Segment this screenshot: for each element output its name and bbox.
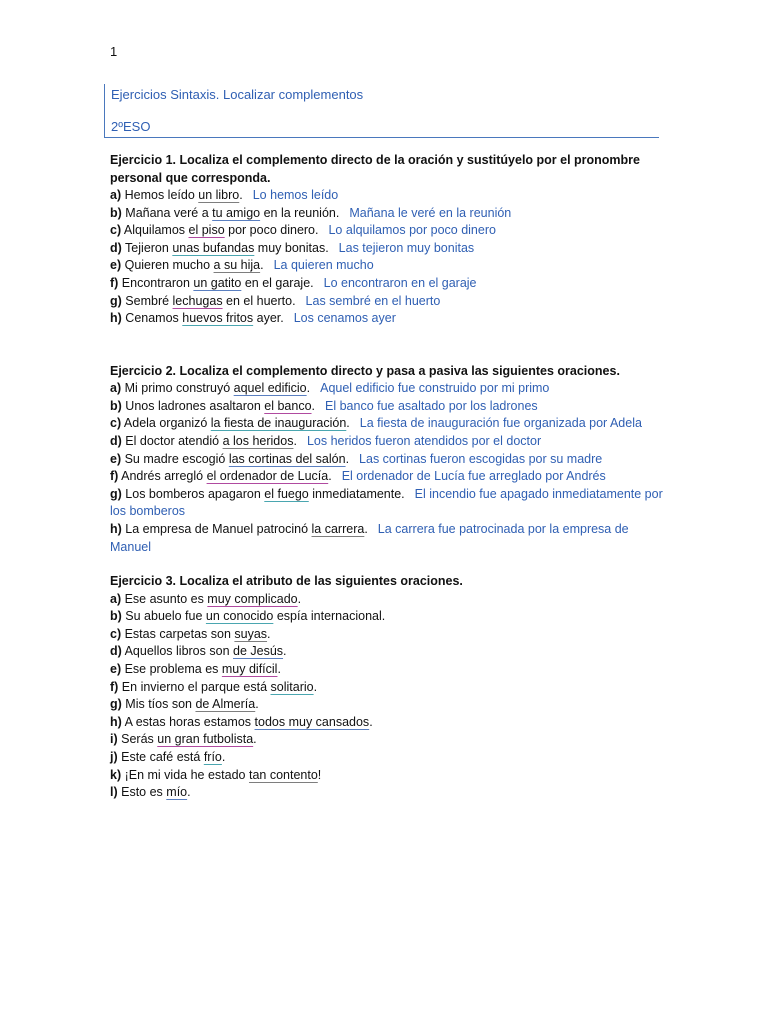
item-text-after: ! (317, 767, 322, 782)
underlined-complement: el banco (264, 398, 312, 413)
item-text-after: . (311, 398, 316, 413)
item-text-after: espía internacional. (273, 609, 386, 624)
item-answer: Mañana le veré en la reunión (349, 205, 512, 220)
item-answer: Lo encontraron en el garaje (323, 275, 477, 290)
item-letter: h) (110, 522, 122, 536)
item-text-before: Ese problema es (121, 662, 222, 677)
item-answer: Lo hemos leído (252, 188, 339, 202)
exercise-item (110, 187, 670, 205)
exercise-item (110, 679, 670, 697)
item-answer: El ordenador de Lucía fue arreglado por Andrés (341, 469, 606, 484)
item-letter: a) (110, 381, 122, 396)
item-text-before: En invierno el parque está (118, 679, 271, 694)
item-text-after: . (283, 644, 287, 659)
item-text-after: . (297, 591, 302, 606)
item-letter: b) (110, 398, 122, 413)
item-text-after: . (255, 697, 259, 712)
item-text-before: El doctor atendió (121, 434, 223, 449)
item-text-after: . (306, 381, 311, 396)
document-subtitle: 2ºESO (111, 119, 151, 134)
item-text-before: Unos ladrones asaltaron (121, 398, 265, 413)
item-text-before: Su madre escogió (121, 451, 229, 466)
item-letter: e) (110, 258, 122, 273)
exercise-item (110, 661, 670, 679)
item-text-before: ¡En mi vida he estado (121, 767, 249, 782)
item-letter: d) (110, 434, 122, 449)
exercise-item (110, 521, 670, 556)
item-answer: Los cenamos ayer (293, 311, 396, 326)
exercise-item (110, 731, 670, 749)
item-text-after: . (277, 662, 281, 677)
item-answer: Las tejieron muy bonitas (338, 240, 475, 255)
item-text-before: Hemos leído (121, 188, 199, 202)
item-text-before: Alquilamos (121, 223, 189, 238)
item-text-before: Cenamos (121, 311, 183, 326)
item-text-after: . (345, 451, 350, 466)
underlined-complement: muy complicado (207, 591, 298, 606)
exercise-item (110, 451, 670, 469)
item-letter: d) (110, 240, 122, 255)
item-text-after: . (313, 679, 318, 694)
item-text-after: en el garaje. (241, 275, 314, 290)
item-text-after: . (293, 434, 297, 449)
exercise-item (110, 696, 670, 714)
underlined-complement: la fiesta de inauguración (210, 416, 347, 431)
exercise-item (110, 468, 670, 486)
item-text-before: Ese asunto es (121, 591, 208, 606)
item-letter: k) (110, 767, 122, 782)
underlined-complement: las cortinas del salón (228, 451, 346, 466)
item-text-before: Mis tíos son (121, 697, 196, 712)
underlined-complement: un conocido (205, 609, 274, 624)
item-text-before: Serás (117, 732, 158, 747)
item-text-before: Mañana veré a (121, 205, 213, 220)
item-text-after: . (267, 626, 271, 641)
exercise-item (110, 380, 670, 398)
item-letter: d) (110, 644, 122, 659)
item-text-after: . (346, 416, 350, 431)
exercise-item (110, 591, 670, 609)
item-text-before: La empresa de Manuel patrocinó (121, 522, 312, 536)
item-text-after: . (369, 714, 373, 729)
underlined-complement: mío (166, 785, 188, 800)
underlined-complement: lechugas (172, 293, 223, 308)
document-title: Ejercicios Sintaxis. Localizar complementos (111, 87, 364, 102)
document-body (110, 152, 670, 802)
item-letter: f) (110, 469, 119, 484)
exercise-2 (110, 363, 670, 556)
item-letter: a) (110, 591, 122, 606)
item-text-after: inmediatamente. (308, 486, 405, 501)
underlined-complement: muy difícil (221, 662, 278, 677)
underlined-complement: a los heridos (222, 434, 294, 449)
exercise-item (110, 240, 670, 258)
item-letter: f) (110, 275, 119, 290)
item-letter: a) (110, 188, 122, 202)
item-letter: c) (110, 626, 122, 641)
page-number: 1 (110, 44, 118, 59)
exercise-title: Ejercicio 3. Localiza el atributo de las siguientes oraciones. (110, 574, 463, 589)
item-text-before: Estas carpetas son (121, 626, 235, 641)
exercise-item (110, 767, 670, 785)
document-header (104, 84, 659, 138)
item-letter: c) (110, 223, 122, 238)
item-text-before: Mi primo construyó (121, 381, 234, 396)
underlined-complement: el fuego (264, 486, 309, 501)
item-answer: La quieren mucho (273, 258, 374, 273)
underlined-complement: huevos fritos (182, 311, 254, 326)
item-letter: b) (110, 609, 122, 624)
item-answer: Aquel edificio fue construido por mi primo (320, 381, 550, 396)
item-answer: Lo alquilamos por poco dinero (328, 223, 496, 238)
exercise-item (110, 257, 670, 275)
underlined-complement: tu amigo (212, 205, 261, 220)
item-letter: g) (110, 486, 122, 501)
underlined-complement: el ordenador de Lucía (206, 469, 329, 484)
item-letter: b) (110, 205, 122, 220)
item-answer: Los heridos fueron atendidos por el doctor (306, 434, 542, 449)
item-letter: c) (110, 416, 122, 431)
item-letter: g) (110, 293, 122, 308)
item-text-before: Tejieron (121, 240, 173, 255)
item-text-after: ayer. (253, 311, 284, 326)
item-answer: Las sembré en el huerto (305, 293, 441, 308)
item-answer: El banco fue asaltado por los ladrones (325, 398, 538, 413)
item-text-after: muy bonitas. (254, 240, 329, 255)
item-letter: i) (110, 732, 118, 747)
exercise-item (110, 293, 670, 311)
underlined-complement: un libro (198, 188, 240, 202)
item-text-before: Su abuelo fue (121, 609, 206, 624)
item-letter: g) (110, 697, 122, 712)
item-text-before: Los bomberos apagaron (121, 486, 265, 501)
item-text-before: Quieren mucho (121, 258, 214, 273)
underlined-complement: solitario (270, 679, 314, 694)
item-letter: h) (110, 714, 122, 729)
item-answer: Las cortinas fueron escogidas por su madre (359, 451, 603, 466)
exercise-1 (110, 152, 670, 328)
exercise-item (110, 749, 670, 767)
exercise-item (110, 398, 670, 416)
item-text-after: . (364, 522, 368, 536)
item-letter: j) (110, 750, 118, 765)
exercise-item (110, 784, 670, 802)
underlined-complement: el piso (188, 223, 225, 238)
item-answer: El incendio fue apagado inmediatamente por los bomberos (110, 486, 663, 519)
exercise-item (110, 205, 670, 223)
exercise-item (110, 643, 670, 661)
underlined-complement: aquel edificio (233, 381, 307, 396)
item-text-after: . (260, 258, 264, 273)
exercise-title: Ejercicio 2. Localiza el complemento directo y pasa a pasiva las siguientes oraciones. (110, 363, 620, 378)
item-text-before: A estas horas estamos (121, 714, 255, 729)
underlined-complement: de Almería (195, 697, 256, 712)
exercise-item (110, 714, 670, 732)
underlined-complement: frío (203, 750, 222, 765)
exercise-item (110, 222, 670, 240)
underlined-complement: todos muy cansados (254, 714, 370, 729)
exercise-item (110, 626, 670, 644)
item-answer: La carrera fue patrocinada por la empresa de Manuel (110, 522, 629, 554)
item-text-after: . (239, 188, 243, 202)
item-text-after: . (187, 785, 191, 800)
item-letter: e) (110, 451, 122, 466)
item-text-before: Andrés arregló (118, 469, 207, 484)
exercise-item (110, 310, 670, 328)
exercise-item (110, 415, 670, 433)
underlined-complement: de Jesús (233, 644, 284, 659)
item-text-before: Esto es (117, 785, 167, 800)
exercise-3 (110, 573, 670, 802)
item-letter: h) (110, 311, 122, 326)
item-text-after: . (221, 750, 226, 765)
item-letter: l) (110, 785, 118, 800)
underlined-complement: suyas (234, 626, 268, 641)
item-letter: e) (110, 662, 122, 677)
item-answer: La fiesta de inauguración fue organizada por Adela (359, 416, 642, 431)
item-text-after: . (253, 732, 257, 747)
underlined-complement: unas bufandas (172, 240, 255, 255)
item-text-after: en la reunión. (260, 205, 340, 220)
item-text-after: por poco dinero. (224, 223, 319, 238)
exercise-item (110, 433, 670, 451)
item-text-after: . (328, 469, 332, 484)
exercise-title: Ejercicio 1. Localiza el complemento directo de la oración y sustitúyelo por el pronombre personal que corresponda. (110, 153, 640, 185)
underlined-complement: tan contento (248, 767, 318, 782)
underlined-complement: un gatito (193, 275, 242, 290)
item-text-before: Aquellos libros son (121, 644, 233, 659)
item-text-before: Sembré (121, 293, 173, 308)
item-letter: f) (110, 679, 119, 694)
item-text-before: Este café está (117, 750, 204, 765)
exercise-item (110, 608, 670, 626)
item-text-after: en el huerto. (222, 293, 296, 308)
exercise-item (110, 486, 670, 521)
item-text-before: Encontraron (118, 275, 194, 290)
underlined-complement: a su hija (213, 258, 261, 273)
underlined-complement: la carrera (311, 522, 365, 536)
item-text-before: Adela organizó (121, 416, 211, 431)
underlined-complement: un gran futbolista (157, 732, 254, 747)
exercise-item (110, 275, 670, 293)
